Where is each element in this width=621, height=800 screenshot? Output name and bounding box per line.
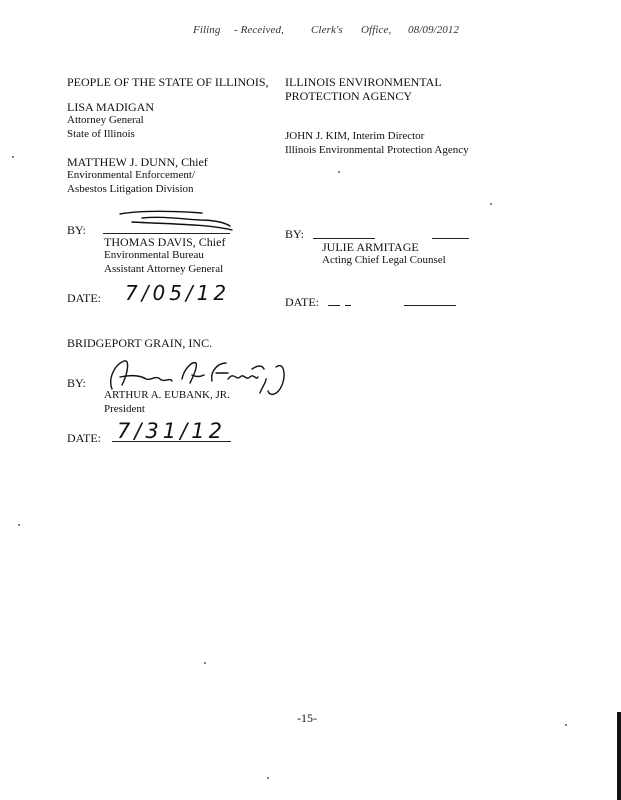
party-people: PEOPLE OF THE STATE OF ILLINOIS, [67, 75, 269, 89]
scan-speck [338, 171, 340, 173]
scan-speck [565, 724, 567, 726]
left-by-label: BY: [67, 223, 86, 237]
right-date-line-a [328, 305, 340, 306]
company-signer-name: ARTHUR A. EUBANK, JR. [104, 389, 230, 401]
stamp-filing: Filing [193, 24, 221, 36]
scan-speck [204, 662, 206, 664]
company-signer-title: President [104, 403, 145, 415]
left-signer-title: Assistant Attorney General [104, 263, 224, 275]
company-date-label: DATE: [67, 431, 101, 445]
right-by-label: BY: [285, 227, 304, 241]
left-signature-line [103, 233, 230, 234]
left-signer-name: THOMAS DAVIS, Chief [104, 235, 226, 249]
ag-state: State of Illinois [67, 128, 135, 140]
scan-speck [12, 156, 14, 158]
right-signer-name: JULIE ARMITAGE [322, 240, 419, 254]
chief-division-line2: Environmental Enforcement/ [67, 169, 195, 181]
director-agency: Illinois Environmental Protection Agency [285, 144, 469, 156]
right-date-label: DATE: [285, 295, 319, 309]
scan-speck [490, 203, 492, 205]
left-signer-bureau: Environmental Bureau [104, 249, 204, 261]
ag-title: Attorney General [67, 114, 144, 126]
stamp-date: 08/09/2012 [408, 24, 460, 36]
right-date-line-c [404, 305, 456, 306]
left-date-label: DATE: [67, 291, 101, 305]
agency-line1: ILLINOIS ENVIRONMENTAL [285, 75, 442, 89]
stamp-office: Office, [361, 24, 392, 36]
right-signature-line-a [313, 238, 375, 239]
agency-line2: PROTECTION AGENCY [285, 89, 413, 103]
company-date-line [112, 441, 231, 442]
right-date-line-b [345, 305, 351, 306]
company-date-value: 7/31/12 [117, 419, 226, 443]
company-by-label: BY: [67, 376, 86, 390]
left-date-value: 7/05/12 [125, 281, 231, 305]
company-name: BRIDGEPORT GRAIN, INC. [67, 336, 213, 350]
page-number: -15- [297, 711, 317, 725]
right-signature-line-b [432, 238, 469, 239]
director-name: JOHN J. KIM, Interim Director [285, 130, 425, 142]
stamp-clerk: Clerk's [311, 24, 343, 36]
ag-name: LISA MADIGAN [67, 100, 154, 114]
right-signer-title: Acting Chief Legal Counsel [322, 254, 446, 266]
scan-speck [18, 524, 20, 526]
chief-division-line3: Asbestos Litigation Division [67, 183, 194, 195]
scan-edge-shadow [617, 712, 621, 800]
chief-name: MATTHEW J. DUNN, Chief [67, 155, 208, 169]
scan-speck [267, 777, 269, 779]
stamp-received: - Received, [234, 24, 284, 36]
